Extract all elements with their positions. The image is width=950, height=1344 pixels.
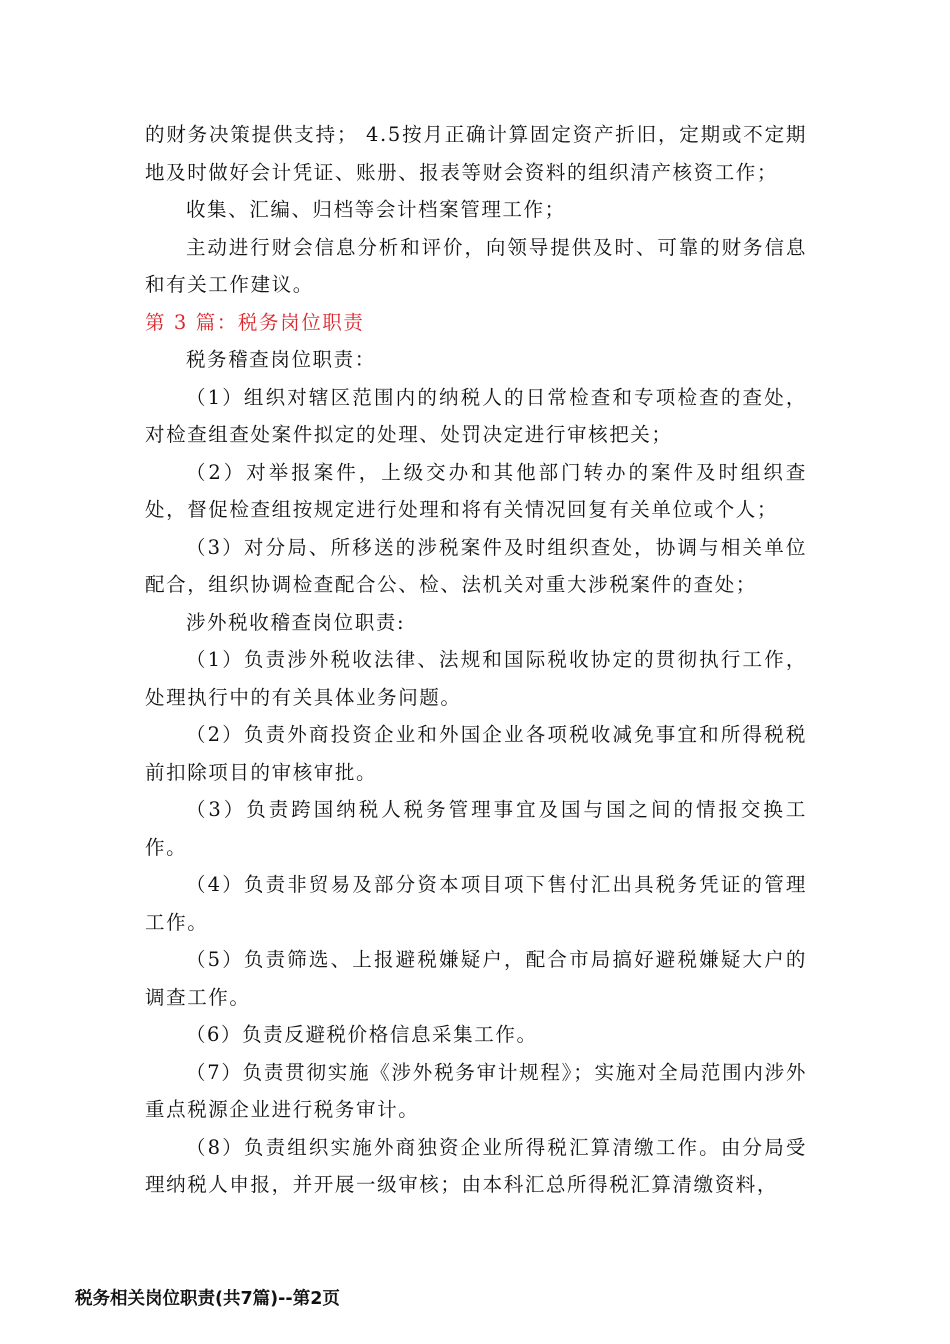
paragraph: （7）负责贯彻实施《涉外税务审计规程》；实施对全局范围内涉外重点税源企业进行税务审计。 [145,1060,807,1121]
paragraph: （1）负责涉外税收法律、法规和国际税收协定的贯彻执行工作，处理执行中的有关具体业务问题。 [145,648,807,709]
paragraph: 涉外税收稽查岗位职责: [185,610,406,634]
paragraph: （2）对举报案件，上级交办和其他部门转办的案件及时组织查处，督促检查组按规定进行处理和将有关情况回复有关单位或个人； [145,460,807,521]
paragraph: （3）对分局、所移送的涉税案件及时组织查处，协调与相关单位配合，组织协调检查配合公、检、法机关对重大涉税案件的查处； [145,535,807,596]
paragraph: 税务稽查岗位职责： [185,348,376,371]
paragraph: （2）负责外商投资企业和外国企业各项税收减免事宜和所得税税前扣除项目的审核审批。 [145,723,807,784]
document-body [145,116,807,1204]
paragraph: 的财务决策提供支持； 4.5按月正确计算固定资产折旧，定期或不定期地及时做好会计凭证、账册、报表等财会资料的组织清产核资工作； [145,123,807,184]
paragraph: （1）组织对辖区范围内的纳税人的日常检查和专项检查的查处，对检查组查处案件拟定的处理、处罚决定进行审核把关； [145,385,807,446]
paragraph: 主动进行财会信息分析和评价，向领导提供及时、可靠的财务信息和有关工作建议。 [145,235,807,296]
paragraph: （5）负责筛选、上报避税嫌疑户，配合市局搞好避税嫌疑大户的调查工作。 [145,948,807,1009]
paragraph: （3）负责跨国纳税人税务管理事宜及国与国之间的情报交换工作。 [145,798,807,859]
page-footer: 税务相关岗位职责(共7篇)--第2页 [75,1289,340,1309]
paragraph: 收集、汇编、归档等会计档案管理工作； [185,198,566,221]
paragraph: （8）负责组织实施外商独资企业所得税汇算清缴工作。由分局受理纳税人申报，并开展一级审核；由本科汇总所得税汇算清缴资料， [145,1135,807,1196]
paragraph: （4）负责非贸易及部分资本项目项下售付汇出具税务凭证的管理工作。 [145,873,807,934]
section-heading: 第 3 篇：税务岗位职责 [145,310,365,334]
paragraph: （6）负责反避税价格信息采集工作。 [185,1023,538,1046]
